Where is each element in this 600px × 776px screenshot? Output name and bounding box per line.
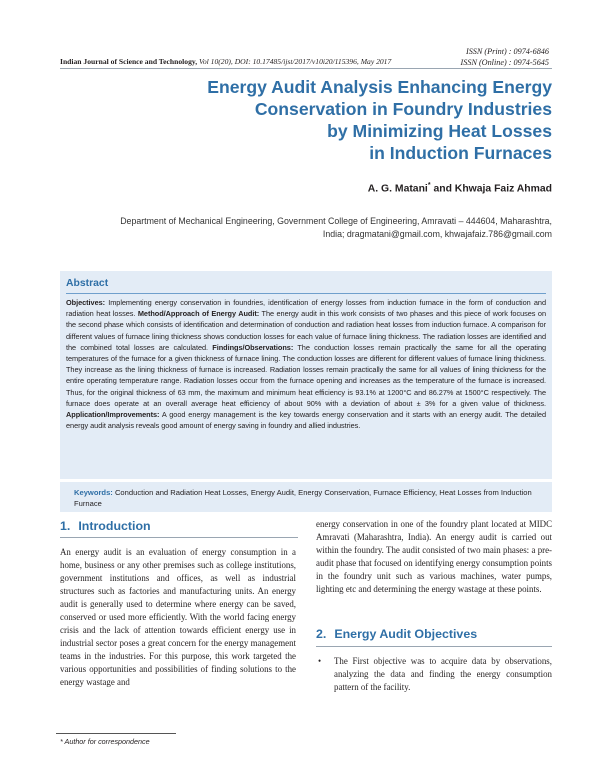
method-label: Method/Approach of Energy Audit: (135, 309, 260, 319)
section-1-heading (60, 519, 151, 533)
footnote: * Author for correspondence (60, 737, 150, 746)
section-1-rule (60, 537, 298, 538)
title-line: in Induction Furnaces (369, 143, 552, 163)
author-1: A. G. Matani (367, 183, 428, 195)
objectives-list (316, 655, 552, 694)
title-line: by Minimizing Heat Losses (327, 121, 552, 141)
footnote-rule (56, 733, 176, 734)
keywords-box (60, 482, 552, 512)
affiliation (52, 215, 552, 241)
section-2-title: Energy Audit Objectives (334, 627, 478, 641)
journal-name: Indian Journal of Science and Technology, (60, 57, 198, 66)
issn-block (461, 46, 549, 68)
author-2: and Khwaja Faiz Ahmad (430, 183, 552, 195)
section-2-number: 2. (316, 627, 327, 641)
journal-citation (60, 57, 391, 66)
method-text: The energy audit in this work consists of two phases and this piece of work focuses on the second phase which consists of identification and determination of conduction and radiation heat losses from induction furnace. A comparison for different values of furnace lining thickness shows conduction losses for each value of furnace lining thickness. The radiation losses are identified and the combined total losses are calculated. (66, 309, 546, 352)
findings-text: The conduction losses remain practically the same for all the operating temperatures of the furnace for a given thickness of furnace lining. The conduction losses are different for different values of furnace lining thickness. They increase as the lining thickness of furnace is increased. Radiation losses remain practically the same for all values of lining thickness for the entire operating temperature range. Radiation losses occur from the furnace opening and increases as the temperature of the furnace is increased. Thus, for the original thickness of 63 mm, the maximum and minimum heat efficiency is 93.1% at 1200°C and 86.27% at 1500°C respectively. The furnace does operate at an overall average heat efficiency of about 90% with a deviation of about ± 3% for a given value of thickness. (66, 342, 547, 408)
section-2-heading (316, 627, 477, 641)
keywords-label: Keywords: (74, 488, 113, 497)
affiliation-line-2: India; dragmatani@gmail.com, khwajafaiz.786@gmail.com (322, 229, 552, 239)
keywords-text: Conduction and Radiation Heat Losses, Energy Audit, Energy Conservation, Furnace Efficiency, Heat Losses from Induction Furnace (74, 488, 532, 508)
intro-paragraph: An energy audit is an evaluation of energy consumption in a home, business or any other premises such as college institutions, government institutions and offices, as well as industrial structures such as factories and manufacturing units. An energy audit is generally used to determine where energy can be saved, conserved or used more efficiently. With the world facing energy crisis and the lack of attention towards efficient energy use in industrial sector poses a great concern for the energy management teams in the industries. For this purpose, this work targeted the various opportunities and possibilities of finding solutions to the energy wastage and (60, 547, 296, 687)
title-line: Energy Audit Analysis Enhancing Energy (207, 77, 552, 97)
findings-label: Findings/Observations: (208, 342, 294, 352)
section-2-rule (316, 646, 552, 647)
corresponding-mark: * (427, 182, 431, 189)
header-rule (60, 68, 552, 69)
objectives-label: Objectives: (66, 298, 106, 307)
objectives-text: Implementing energy conservation in foundries, identification of energy losses from induction furnace in the form of conduction and radiation heat losses. (66, 298, 546, 319)
issn-print: ISSN (Print) : 0974-6846 (465, 47, 549, 56)
journal-details: Vol 10(20), DOI: 10.17485/ijst/2017/v10i20/115396, May 2017 (197, 57, 392, 66)
authors (368, 182, 552, 194)
section-1-number: 1. (60, 519, 71, 533)
affiliation-line-1: Department of Mechanical Engineering, Government College of Engineering, Amravati – 444604, Maharashtra, (120, 216, 552, 226)
abstract-box (60, 271, 552, 479)
intro-continuation: energy conservation in one of the foundry plant located at MIDC Amravati (Maharashtra, India). An energy audit is carried out within the foundry. The audit consisted of two main phases: a pre-audit phase that focused on identifying energy consumption points in the foundry unit such as various machines, water pumps, lighting etc and determining the energy wastage at these points. (316, 519, 552, 594)
abstract-heading: Abstract (66, 278, 546, 294)
issn-online: ISSN (Online) : 0974-5645 (460, 58, 549, 67)
application-label: Application/Improvements: (66, 410, 160, 420)
abstract-text (66, 297, 546, 431)
title-line: Conservation in Foundry Industries (254, 99, 552, 119)
section-1-title: Introduction (78, 519, 151, 533)
left-column (60, 546, 296, 689)
application-text: A good energy management is the key towards energy conservation and it starts with an energy audit. The detailed energy audit analysis reveals good amount of energy saving in foundry and allied industries. (66, 410, 546, 431)
objective-bullet-1: • The First objective was to acquire data by observations, analyzing the data and finding the energy consumption pattern of the facility. (316, 655, 552, 694)
right-column-continuation (316, 518, 552, 596)
paper-title (112, 76, 552, 164)
